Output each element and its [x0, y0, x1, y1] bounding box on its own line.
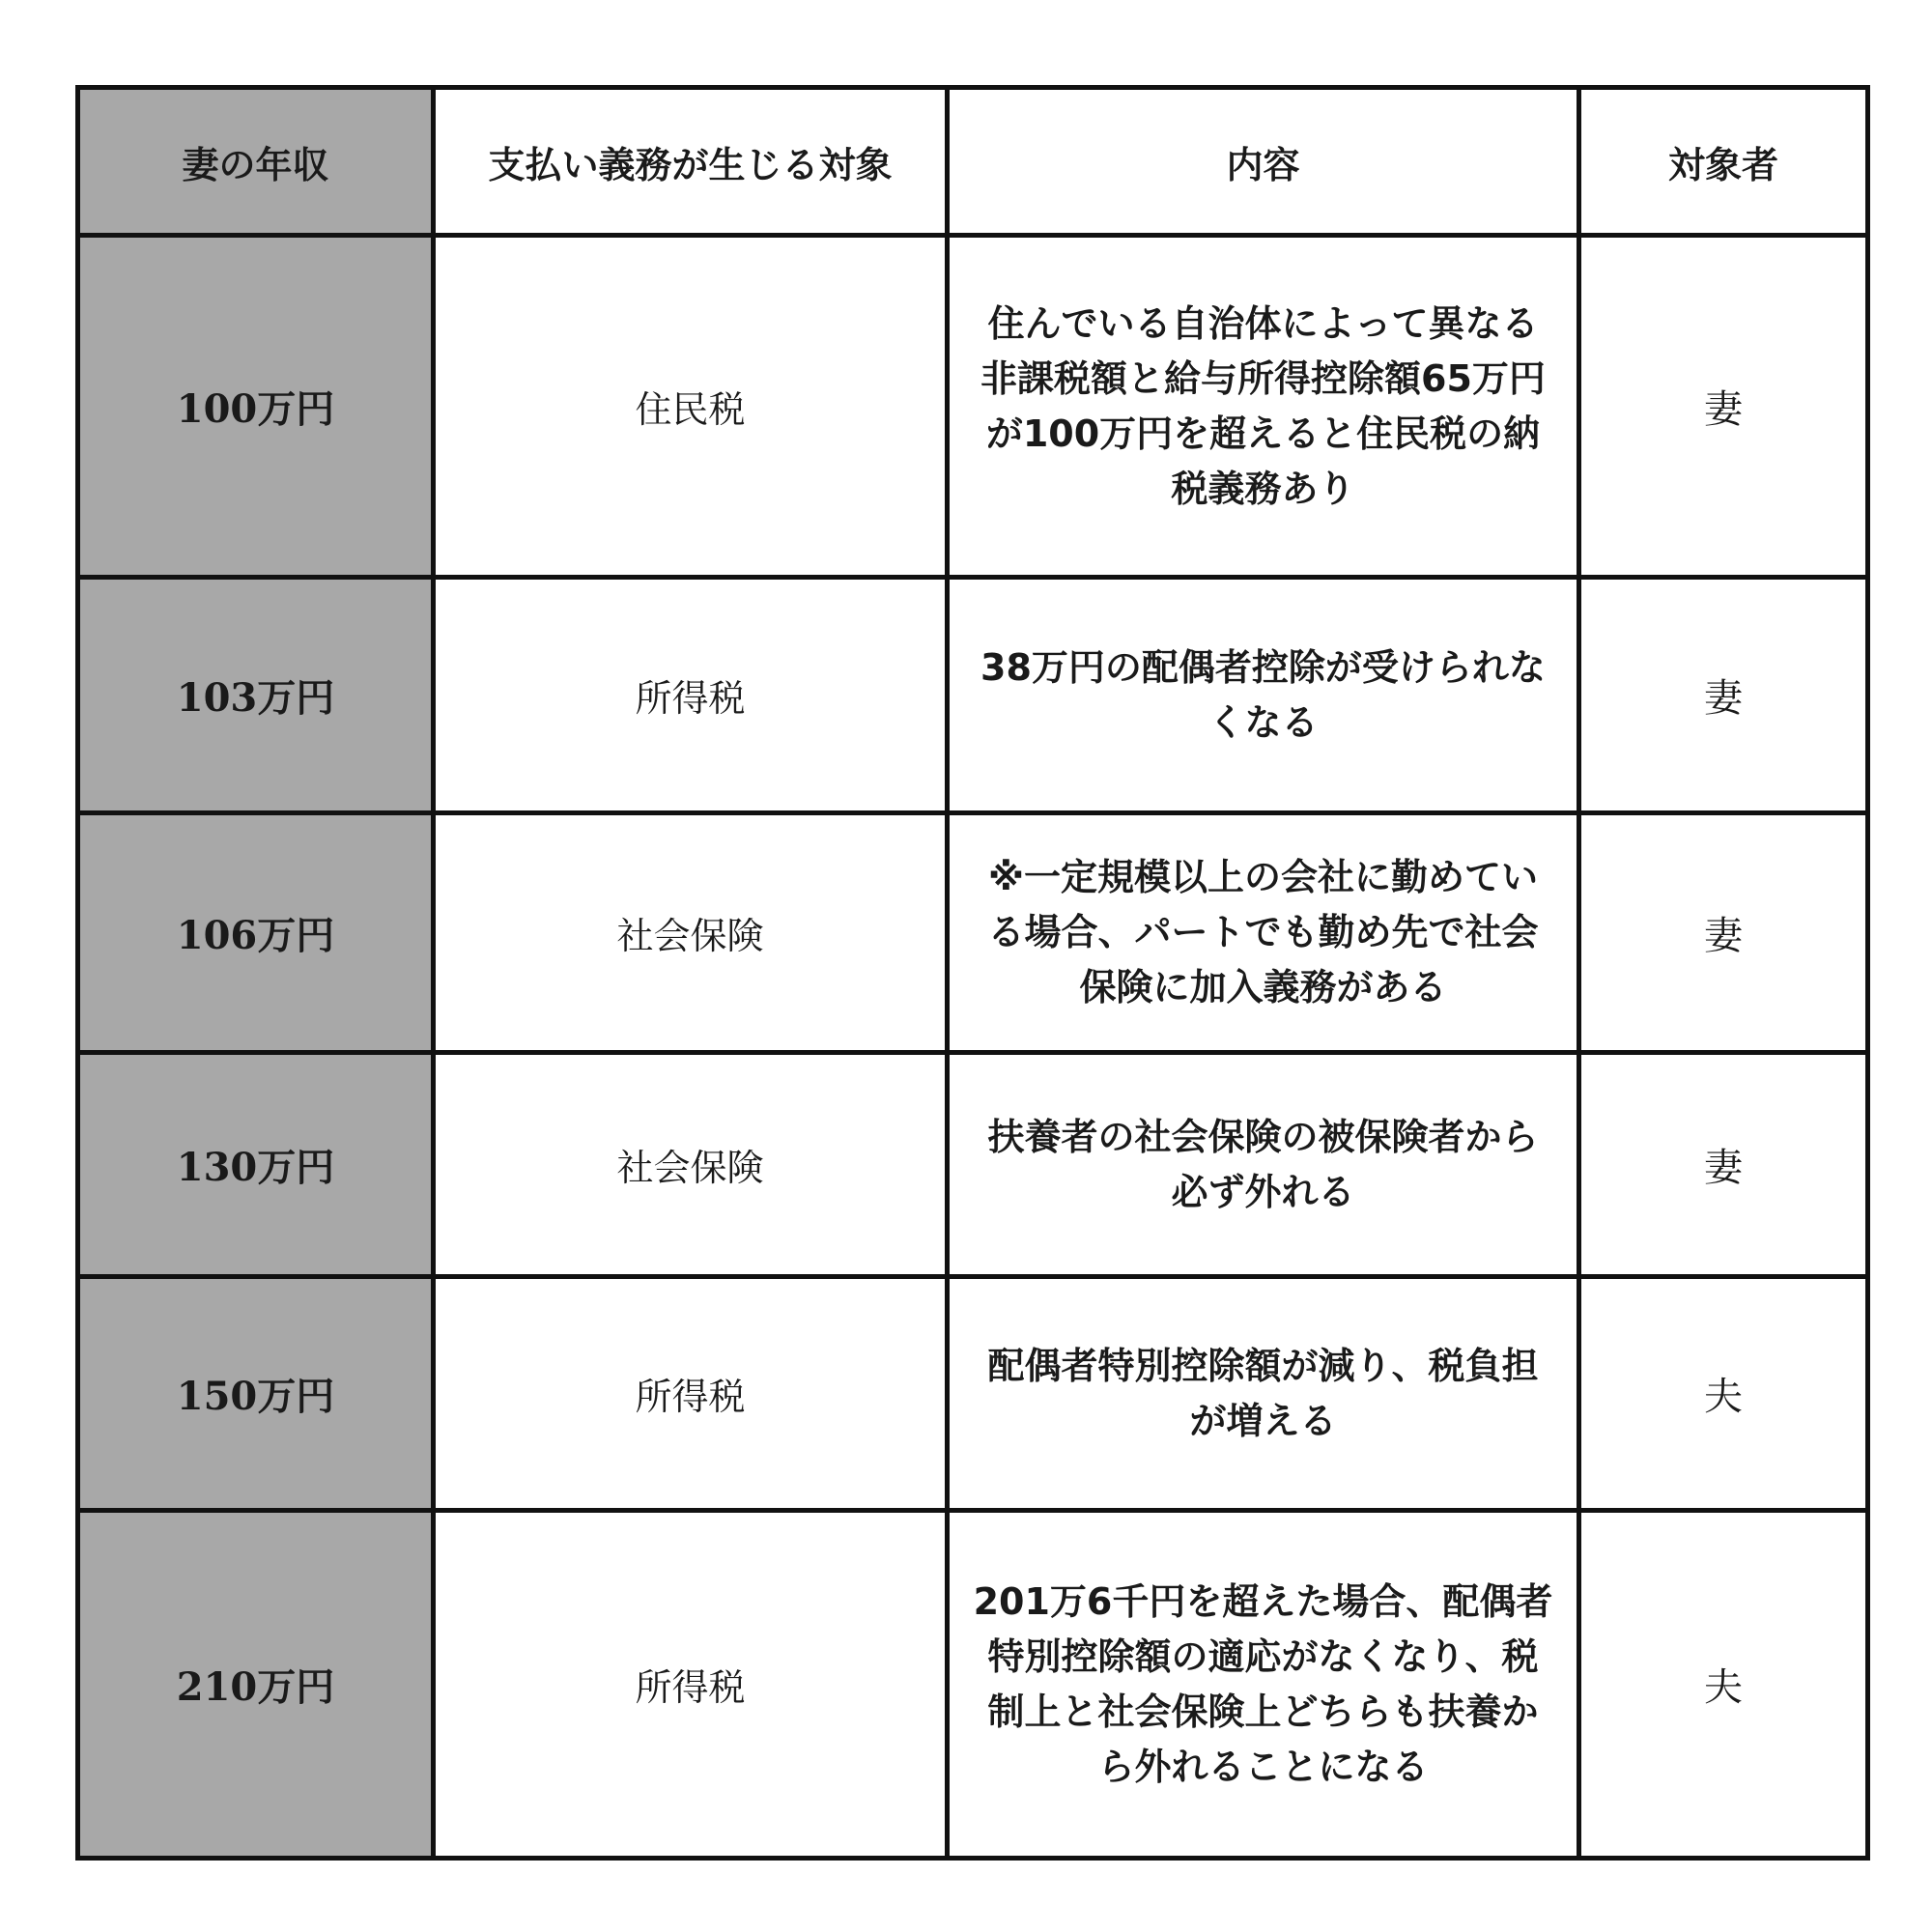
income-threshold-table — [75, 85, 1870, 1861]
person-cell: 夫 — [1579, 1277, 1868, 1511]
income-cell: 130万円 — [78, 1053, 434, 1277]
person-cell: 妻 — [1579, 813, 1868, 1053]
income-cell: 103万円 — [78, 578, 434, 813]
table-row — [78, 1053, 1868, 1277]
person-cell: 夫 — [1579, 1511, 1868, 1859]
income-cell: 106万円 — [78, 813, 434, 1053]
content-cell: ※一定規模以上の会社に勤めている場合、パートでも勤め先で社会保険に加入義務がある — [948, 813, 1579, 1053]
obligation-cell: 所得税 — [434, 1277, 948, 1511]
table-row — [78, 813, 1868, 1053]
header-content: 内容 — [948, 88, 1579, 236]
person-cell: 妻 — [1579, 236, 1868, 578]
content-cell: 扶養者の社会保険の被保険者から必ず外れる — [948, 1053, 1579, 1277]
table-row — [78, 1511, 1868, 1859]
obligation-cell: 社会保険 — [434, 813, 948, 1053]
header-wife-income: 妻の年収 — [78, 88, 434, 236]
table-row — [78, 1277, 1868, 1511]
income-cell: 100万円 — [78, 236, 434, 578]
person-cell: 妻 — [1579, 578, 1868, 813]
header-target-person: 対象者 — [1579, 88, 1868, 236]
obligation-cell: 社会保険 — [434, 1053, 948, 1277]
table-header — [78, 88, 1868, 236]
obligation-cell: 所得税 — [434, 1511, 948, 1859]
content-cell: 住んでいる自治体によって異なる非課税額と給与所得控除額65万円が100万円を超えると住民税の納税義務あり — [948, 236, 1579, 578]
content-cell: 配偶者特別控除額が減り、税負担が増える — [948, 1277, 1579, 1511]
table-row — [78, 236, 1868, 578]
obligation-cell: 所得税 — [434, 578, 948, 813]
content-cell: 38万円の配偶者控除が受けられなくなる — [948, 578, 1579, 813]
header-row — [78, 88, 1868, 236]
income-threshold-table-wrapper — [75, 85, 1865, 1861]
content-cell: 201万6千円を超えた場合、配偶者特別控除額の適応がなくなり、税制上と社会保険上どちらも扶養から外れることになる — [948, 1511, 1579, 1859]
person-cell: 妻 — [1579, 1053, 1868, 1277]
income-cell: 150万円 — [78, 1277, 434, 1511]
table-body — [78, 236, 1868, 1859]
income-cell: 210万円 — [78, 1511, 434, 1859]
obligation-cell: 住民税 — [434, 236, 948, 578]
table-row — [78, 578, 1868, 813]
header-obligation-target: 支払い義務が生じる対象 — [434, 88, 948, 236]
